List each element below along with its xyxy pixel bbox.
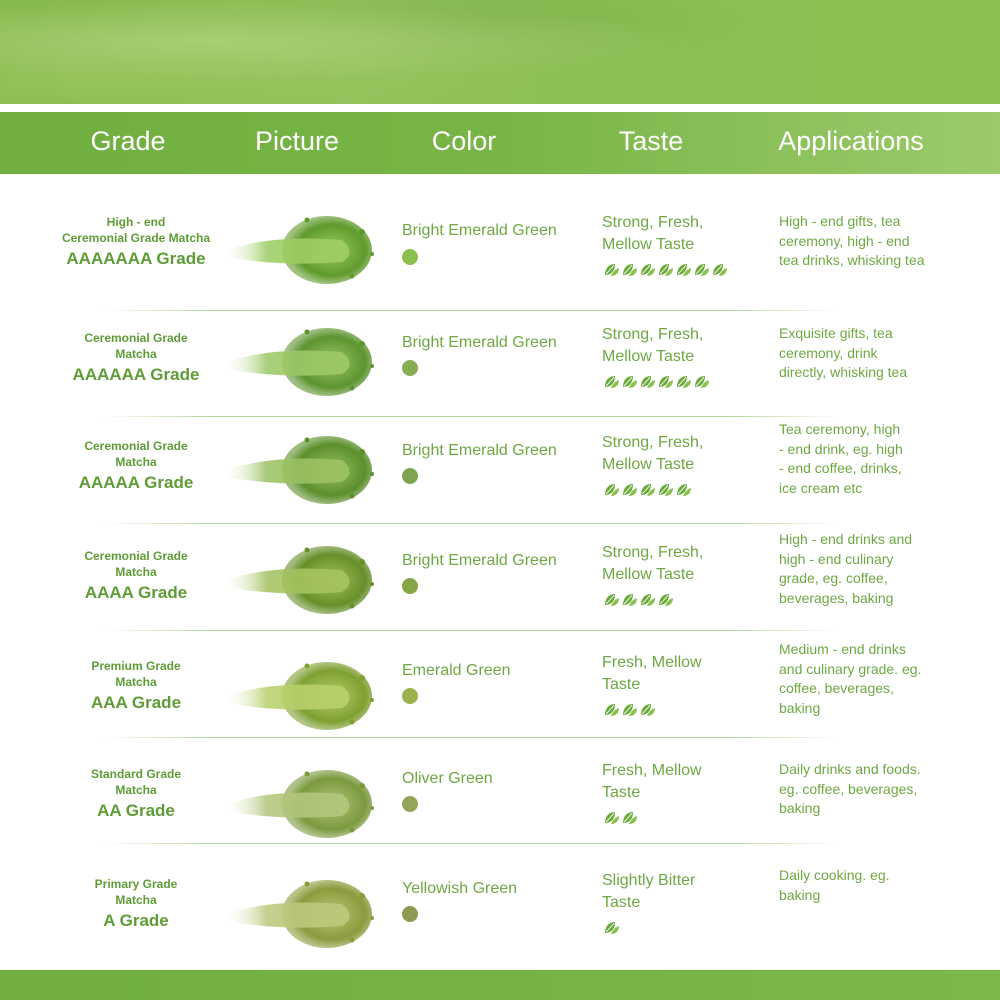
application-line: High - end gifts, tea (779, 213, 901, 229)
application-line: Daily cooking. eg. (779, 867, 890, 883)
taste-cell (602, 652, 752, 696)
grade-subtitle-line1: Standard Grade (90, 767, 182, 781)
applications-cell (779, 324, 939, 383)
taste-rating-leaves (604, 921, 620, 935)
grade-name: A Grade (103, 911, 169, 930)
color-name: Yellowish Green (402, 880, 518, 897)
application-line: baking (779, 886, 821, 903)
tea-leaf-icon (676, 483, 692, 497)
grade-cell (56, 214, 216, 271)
grade-row (0, 866, 1000, 974)
taste-cell (602, 324, 752, 368)
applications-cell (779, 640, 939, 718)
tea-leaf-icon (622, 263, 638, 277)
picture-cell (212, 540, 382, 620)
picture-cell (212, 322, 382, 402)
matcha-powder-image (212, 874, 382, 954)
taste-line2: Mellow Taste (602, 348, 695, 365)
application-line: Daily drinks and foods. (779, 761, 921, 777)
tea-leaf-icon (604, 703, 620, 717)
grade-name: AAA Grade (90, 693, 182, 712)
taste-cell (602, 870, 752, 914)
tea-leaf-icon (622, 593, 638, 607)
tea-leaf-icon (640, 593, 656, 607)
color-name: Emerald Green (402, 662, 511, 679)
application-line: baking (779, 699, 821, 716)
tea-leaf-icon (604, 921, 620, 935)
tea-leaf-icon (658, 593, 674, 607)
grade-cell (56, 766, 216, 823)
application-line: Medium - end drinks (779, 641, 906, 657)
header-grade: Grade (90, 126, 166, 156)
grade-cell (56, 438, 216, 495)
grade-subtitle-line2: Matcha (115, 565, 157, 579)
taste-line1: Strong, Fresh, (602, 326, 704, 343)
tea-leaf-icon (658, 375, 674, 389)
taste-line2: Taste (602, 676, 641, 693)
grade-row (0, 320, 1000, 428)
grade-subtitle-line1: Ceremonial Grade (84, 331, 188, 345)
taste-cell (602, 760, 752, 804)
tea-leaf-icon (604, 811, 620, 825)
taste-cell (602, 432, 752, 476)
application-line: Exquisite gifts, tea (779, 325, 893, 341)
tea-leaf-icon (622, 375, 638, 389)
applications-cell (779, 420, 939, 498)
tea-leaf-icon (622, 703, 638, 717)
application-line: and culinary grade. eg. (779, 660, 922, 677)
taste-line2: Mellow Taste (602, 236, 695, 253)
grade-subtitle-line1: Ceremonial Grade (84, 549, 188, 563)
tea-leaf-icon (676, 375, 692, 389)
header-picture: Picture (254, 126, 340, 156)
color-name: Oliver Green (402, 770, 493, 787)
tea-leaf-icon (676, 263, 692, 277)
application-line: coffee, beverages, (779, 680, 894, 696)
matcha-powder-image (212, 322, 382, 402)
color-swatch (402, 688, 418, 704)
grade-subtitle-line2: Ceremonial Grade Matcha (61, 231, 211, 245)
header-color: Color (431, 126, 497, 156)
matcha-powder-image (212, 656, 382, 736)
application-line: grade, eg. coffee, (779, 570, 888, 586)
taste-cell (602, 212, 752, 256)
taste-line1: Slightly Bitter (602, 872, 696, 889)
grade-cell (56, 876, 216, 933)
picture-cell (212, 430, 382, 510)
grade-name: AA Grade (97, 801, 175, 820)
color-name: Bright Emerald Green (402, 334, 557, 351)
application-line: baking (779, 800, 821, 816)
row-divider (100, 523, 840, 524)
color-swatch (402, 906, 418, 922)
picture-cell (212, 764, 382, 844)
matcha-powder-image (212, 764, 382, 844)
matcha-powder-image (212, 430, 382, 510)
color-swatch (402, 796, 418, 812)
row-divider (100, 630, 840, 631)
color-swatch (402, 249, 418, 265)
taste-rating-leaves (604, 263, 728, 277)
tea-leaf-icon (694, 375, 710, 389)
application-line: Tea ceremony, high (779, 421, 901, 437)
grade-row (0, 421, 1000, 536)
taste-line2: Taste (602, 784, 641, 801)
grade-subtitle-line1: Ceremonial Grade (84, 439, 188, 453)
row-divider (100, 310, 840, 311)
row-divider (100, 843, 840, 844)
row-divider (100, 416, 840, 417)
matcha-powder-image (212, 210, 382, 290)
color-name: Bright Emerald Green (402, 552, 557, 569)
grade-row (0, 756, 1000, 864)
taste-line1: Strong, Fresh, (602, 544, 704, 561)
tea-leaf-icon (622, 811, 638, 825)
grade-row (0, 641, 1000, 756)
table-header (0, 112, 1000, 174)
application-line: High - end drinks and (779, 531, 913, 547)
color-swatch (402, 468, 418, 484)
application-line: - end drink, eg. high (779, 440, 903, 457)
grade-cell (56, 330, 216, 387)
picture-cell (212, 210, 382, 290)
color-name: Bright Emerald Green (402, 222, 557, 239)
applications-cell (779, 760, 939, 819)
tea-leaf-icon (694, 263, 710, 277)
taste-line1: Strong, Fresh, (602, 434, 704, 451)
application-line: eg. coffee, beverages, (779, 780, 918, 797)
tea-leaf-icon (604, 593, 620, 607)
taste-rating-leaves (604, 811, 638, 825)
tea-leaf-icon (640, 703, 656, 717)
tea-leaf-icon (640, 263, 656, 277)
taste-rating-leaves (604, 375, 710, 389)
tea-leaf-icon (712, 263, 728, 277)
grade-subtitle-line2: Matcha (115, 675, 157, 689)
taste-rating-leaves (604, 593, 674, 607)
grade-row (0, 208, 1000, 316)
grade-cell (56, 658, 216, 715)
color-name: Bright Emerald Green (402, 442, 557, 459)
grade-subtitle-line1: Premium Grade (91, 659, 181, 673)
color-swatch (402, 360, 418, 376)
header-applications: Applications (778, 126, 924, 156)
application-line: tea drinks, whisking tea (779, 252, 925, 268)
taste-cell (602, 542, 752, 586)
grade-subtitle-line2: Matcha (115, 347, 157, 361)
applications-cell (779, 212, 939, 271)
grade-subtitle-line2: Matcha (115, 455, 157, 469)
grade-subtitle-line2: Matcha (115, 783, 157, 797)
application-line: high - end culinary (779, 550, 894, 567)
taste-line1: Strong, Fresh, (602, 214, 704, 231)
header-taste: Taste (618, 126, 684, 156)
tea-leaf-icon (658, 483, 674, 497)
grade-name: AAAAAA Grade (72, 365, 200, 384)
tea-leaf-icon (622, 483, 638, 497)
tea-leaf-icon (640, 483, 656, 497)
matcha-powder-image (212, 540, 382, 620)
picture-cell (212, 656, 382, 736)
tea-leaf-icon (604, 263, 620, 277)
picture-cell (212, 874, 382, 954)
applications-cell (779, 530, 939, 608)
grade-subtitle-line1: High - end (106, 215, 166, 229)
taste-line2: Taste (602, 894, 641, 911)
taste-line1: Fresh, Mellow (602, 654, 702, 671)
taste-line1: Fresh, Mellow (602, 762, 702, 779)
applications-cell (779, 866, 939, 905)
application-line: ice cream etc (779, 479, 863, 496)
taste-line2: Mellow Taste (602, 566, 695, 583)
tea-leaf-icon (604, 375, 620, 389)
grade-subtitle-line1: Primary Grade (94, 877, 178, 891)
grade-name: AAAAAAA Grade (66, 249, 206, 268)
tea-leaf-icon (658, 263, 674, 277)
grade-subtitle-line2: Matcha (115, 893, 157, 907)
tea-leaf-icon (640, 375, 656, 389)
taste-line2: Mellow Taste (602, 456, 695, 473)
application-line: directly, whisking tea (779, 364, 908, 380)
tea-leaf-icon (604, 483, 620, 497)
taste-rating-leaves (604, 483, 692, 497)
grade-name: AAAAA Grade (78, 473, 194, 492)
application-line: - end coffee, drinks, (779, 460, 902, 476)
taste-rating-leaves (604, 703, 656, 717)
color-swatch (402, 578, 418, 594)
row-divider (100, 737, 840, 738)
grade-cell (56, 548, 216, 605)
application-line: beverages, baking (779, 589, 894, 606)
footer-bar (0, 970, 1000, 1000)
grade-name: AAAA Grade (84, 583, 188, 602)
application-line: ceremony, drink (779, 344, 878, 361)
matcha-powder-banner (0, 0, 1000, 104)
application-line: ceremony, high - end (779, 232, 910, 249)
